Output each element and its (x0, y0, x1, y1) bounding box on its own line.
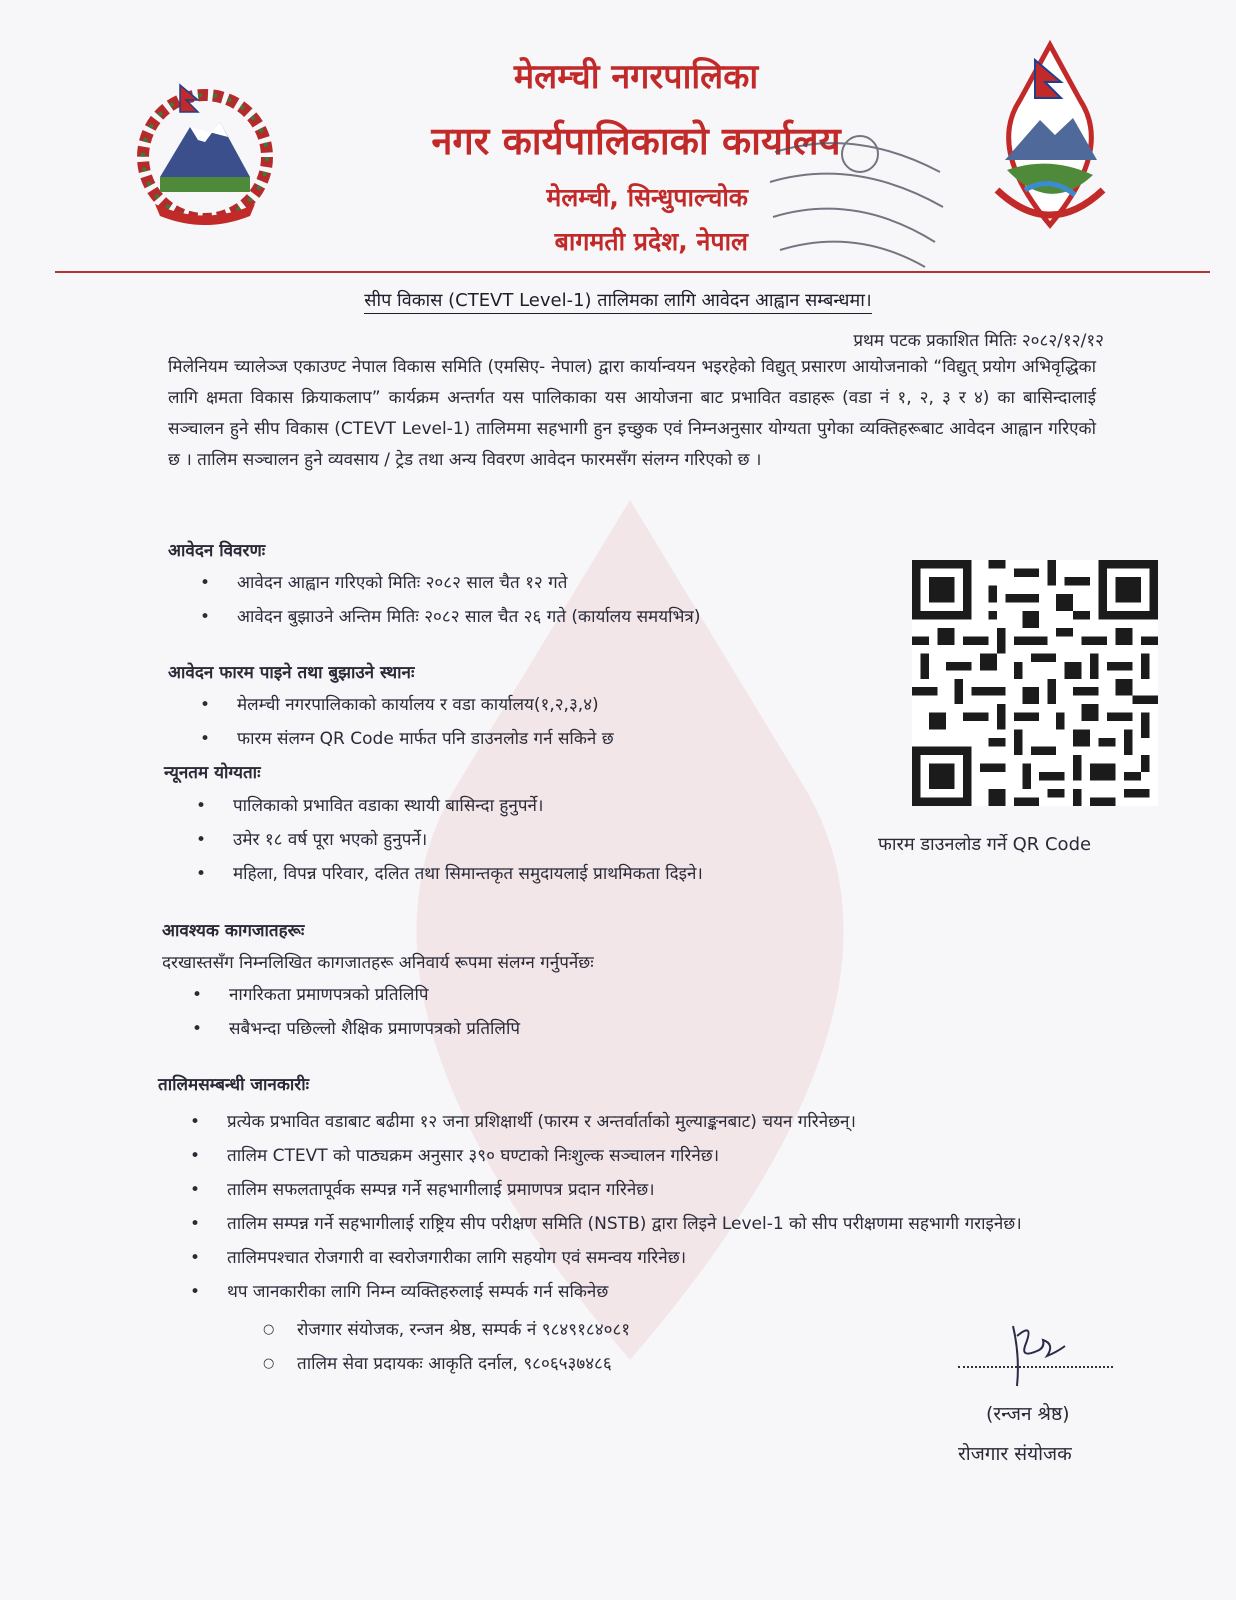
signature-icon (995, 1316, 1085, 1406)
notice-subject (0, 288, 1236, 312)
eligibility-heading: न्यूनतम योग्यताः (164, 763, 261, 783)
office-stamp-icon (765, 132, 950, 272)
list-item: • आवेदन बुझाउने अन्तिम मितिः २०८२ साल चैत २६ गते (कार्यालय समयभित्र) (200, 600, 700, 634)
notice-intro: मिलेनियम च्यालेञ्ज एकाउण्ट नेपाल विकास समिति (एमसिए- नेपाल) द्वारा कार्यान्वयन भइरहेको विद्युत् प्रसारण आयोजनाको “विद्युत् प्रयोग अभिवृद्धिका लागि क्षमता विकास क्रियाकलाप” कार्यक्रम अन्तर्गत यस पालिकाका यस आयोजना बाट प्रभावित वडाहरू (वडा नं १, २, ३ र ४) का बासिन्दालाई सञ्चालन हुने सीप विकास (CTEVT Level-1) तालिममा सहभागी हुन इच्छुक एवं निम्नअनुसार योग्यता पुगेका व्यक्तिहरूबाट आवेदन आह्वान गरिएको छ । तालिम सञ्चालन हुने व्यवसाय / ट्रेड तथा अन्य विवरण आवेदन फारमसँग संलग्न गरिएको छ । (168, 357, 1096, 470)
office-address: मेलम्ची, सिन्धुपाल्चोक (546, 183, 748, 212)
list-item: • तालिम CTEVT को पाठ्यक्रम अनुसार ३९० घण्टाको निःशुल्क सञ्चालन गरिनेछ। (190, 1139, 1070, 1173)
list-item (190, 1275, 1070, 1381)
training-heading: तालिमसम्बन्धी जानकारीः (158, 1075, 310, 1095)
list-item: • तालिम सम्पन्न गर्ने सहभागीलाई राष्ट्रिय सीप परीक्षण समिति (NSTB) द्वारा लिइने Level-1 को सीप परीक्षणमा सहभागी गराइनेछ। (190, 1207, 1070, 1241)
office-province: बागमती प्रदेश, नेपाल (554, 227, 748, 256)
list-item: • महिला, विपन्न परिवार, दलित तथा सिमान्तकृत समुदायलाई प्राथमिकता दिइने। (196, 857, 703, 891)
list-item: • आवेदन आह्वान गरिएको मितिः २०८२ साल चैत १२ गते (200, 566, 700, 600)
contact-item: ○ रोजगार संयोजक, रन्जन श्रेष्ठ, सम्पर्क नं ९८४९१८४०८१ (261, 1313, 1070, 1347)
qr-caption: फारम डाउनलोड गर्ने QR Code (878, 834, 1092, 855)
list-item: • सबैभन्दा पछिल्लो शैक्षिक प्रमाणपत्रको प्रतिलिपि (192, 1012, 520, 1046)
office-name: नगर कार्यपालिकाको कार्यालय (431, 119, 841, 163)
header-divider (55, 271, 1210, 273)
application-heading: आवेदन विवरणः (168, 541, 266, 561)
documents-list (192, 978, 520, 1046)
list-item: • नागरिकता प्रमाणपत्रको प्रतिलिपि (192, 978, 520, 1012)
signatory-title: रोजगार संयोजक (958, 1443, 1072, 1465)
contact-item: ○ तालिम सेवा प्रदायकः आकृति दर्नाल, ९८०६५३७४८६ (261, 1347, 1070, 1381)
publication-date: प्रथम पटक प्रकाशित मितिः २०८२/१२/१२ (853, 331, 1104, 351)
qr-code-icon[interactable] (912, 560, 1158, 806)
documents-intro: दरखास्तसँग निम्नलिखित कागजातहरू अनिवार्य रूपमा संलग्न गर्नुपर्नेछः (162, 953, 594, 973)
contact-intro: थप जानकारीका लागि निम्न व्यक्तिहरुलाई सम्पर्क गर्न सकिनेछ (227, 1282, 609, 1302)
application-list (200, 566, 700, 634)
list-item: • मेलम्ची नगरपालिकाको कार्यालय र वडा कार्यालय(१,२,३,४) (200, 688, 614, 722)
list-item: • तालिमपश्चात रोजगारी वा स्वरोजगारीका लागि सहयोग एवं समन्वय गरिनेछ। (190, 1241, 1070, 1275)
list-item: • प्रत्येक प्रभावित वडाबाट बढीमा १२ जना प्रशिक्षार्थी (फारम र अन्तर्वार्ताको मुल्याङ्कनबाट) चयन गरिनेछन्। (190, 1105, 1070, 1139)
list-item: • तालिम सफलतापूर्वक सम्पन्न गर्ने सहभागीलाई प्रमाणपत्र प्रदान गरिनेछ। (190, 1173, 1070, 1207)
municipality-name: मेलम्ची नगरपालिका (513, 57, 759, 97)
form-place-list (200, 688, 614, 756)
list-item: • उमेर १८ वर्ष पूरा भएको हुनुपर्ने। (196, 823, 703, 857)
notice-subject-text: सीप विकास (CTEVT Level-1) तालिमका लागि आवेदन आह्वान सम्बन्धमा। (364, 290, 871, 314)
list-item: • फारम संलग्न QR Code मार्फत पनि डाउनलोड गर्न सकिने छ (200, 722, 614, 756)
list-item: • पालिकाको प्रभावित वडाका स्थायी बासिन्दा हुनुपर्ने। (196, 789, 703, 823)
documents-heading: आवश्यक कागजातहरूः (162, 921, 305, 941)
form-place-heading: आवेदन फारम पाइने तथा बुझाउने स्थानः (168, 663, 415, 683)
training-list (190, 1105, 1070, 1381)
signature-line (958, 1366, 1113, 1368)
signatory-name: (रन्जन श्रेष्ठ) (986, 1403, 1070, 1425)
contact-list (261, 1313, 1070, 1381)
eligibility-list (196, 789, 703, 891)
melamchi-municipality-logo-icon (985, 40, 1115, 230)
